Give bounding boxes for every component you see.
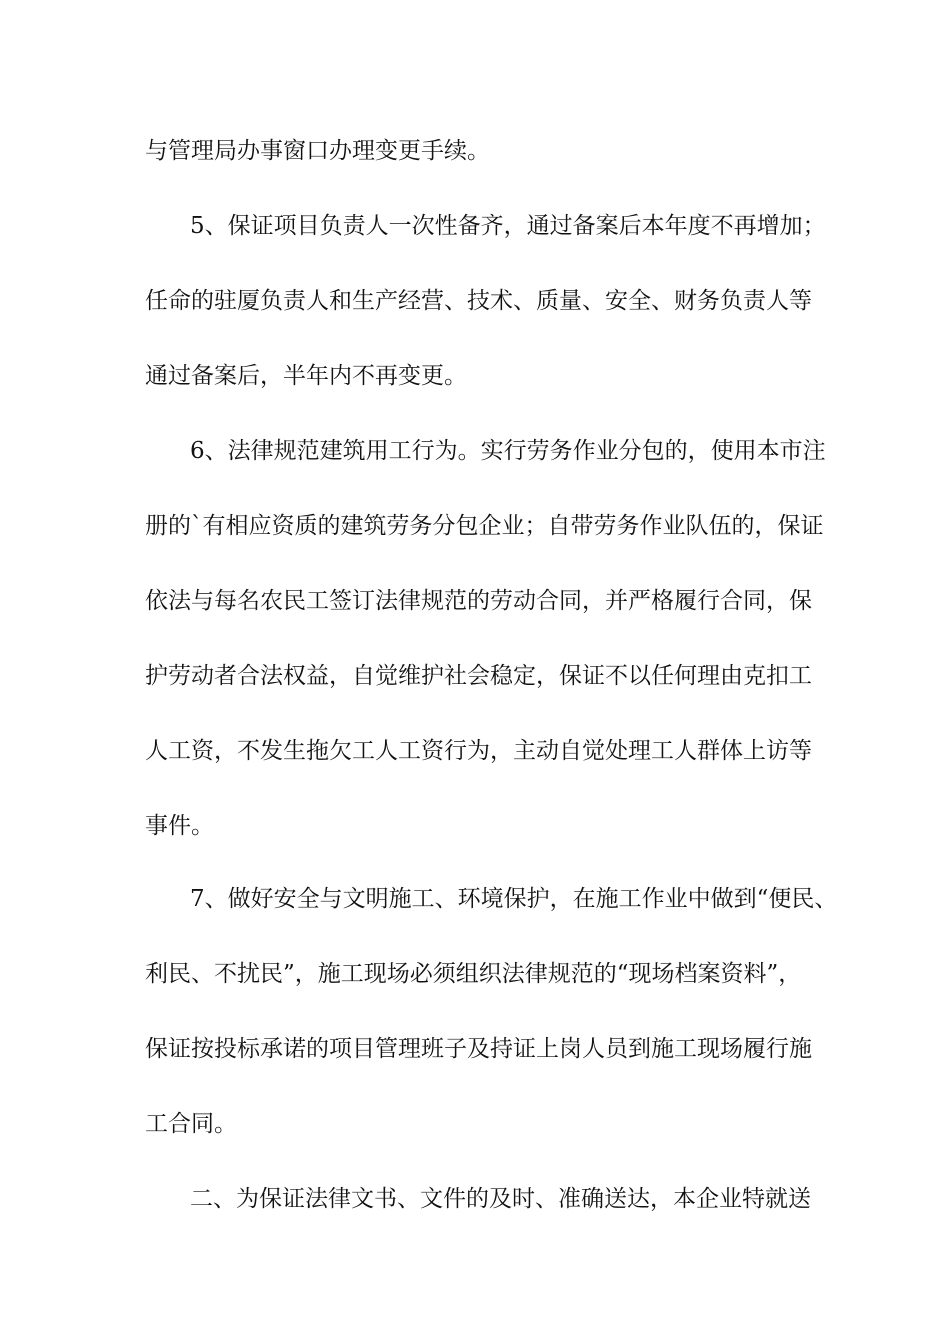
text-line-12: 利民、不扰民”，施工现场必须组织法律规范的“现场档案资料”， — [145, 961, 802, 987]
text-line-15: 二、为保证法律文书、文件的及时、准确送达，本企业特就送 — [190, 1186, 811, 1212]
text-line-10: 事件。 — [145, 813, 214, 839]
text-line-1: 与管理局办事窗口办理变更手续。 — [145, 138, 490, 164]
text-line-13: 保证按投标承诺的项目管理班子及持证上岗人员到施工现场履行施 — [145, 1036, 812, 1062]
text-line-5: 6、法律规范建筑用工行为。实行劳务作业分包的，使用本市注 — [190, 438, 826, 464]
text-line-3: 任命的驻厦负责人和生产经营、技术、质量、安全、财务负责人等 — [145, 288, 812, 314]
text-line-2: 5、保证项目负责人一次性备齐，通过备案后本年度不再增加； — [190, 213, 826, 239]
text-line-11: 7、做好安全与文明施工、环境保护，在施工作业中做到“便民、 — [190, 886, 838, 912]
text-line-6: 册的`有相应资质的建筑劳务分包企业；自带劳务作业队伍的，保证 — [145, 513, 824, 539]
text-line-7: 依法与每名农民工签订法律规范的劳动合同，并严格履行合同，保 — [145, 588, 812, 614]
text-line-8: 护劳动者合法权益，自觉维护社会稳定，保证不以任何理由克扣工 — [145, 663, 812, 689]
text-line-9: 人工资，不发生拖欠工人工资行为，主动自觉处理工人群体上访等 — [145, 738, 812, 764]
text-line-4: 通过备案后，半年内不再变更。 — [145, 363, 467, 389]
text-line-14: 工合同。 — [145, 1111, 237, 1137]
